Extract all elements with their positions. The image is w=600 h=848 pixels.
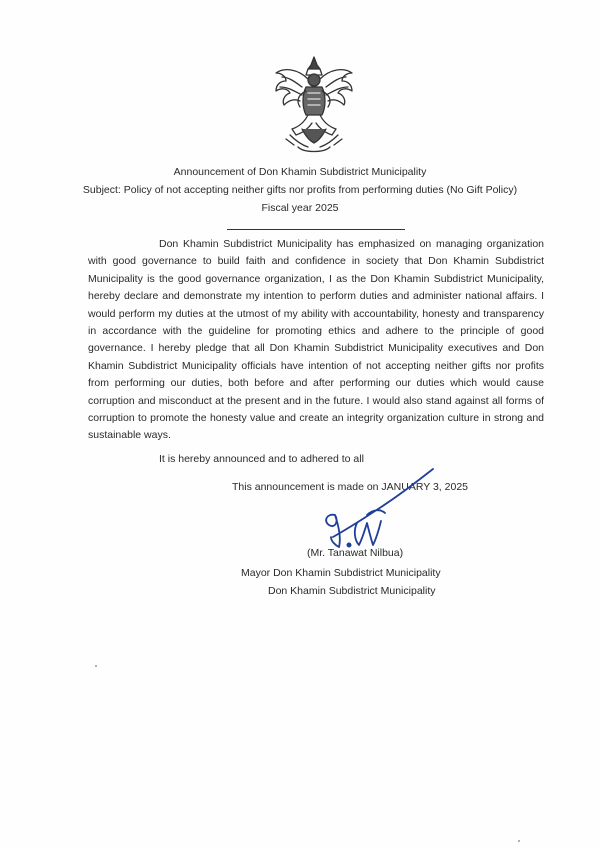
date-line: This announcement is made on JANUARY 3, 2025 [232, 481, 468, 493]
fiscal-year: Fiscal year 2025 [261, 202, 339, 214]
handwritten-signature [305, 465, 445, 555]
scan-speck [518, 840, 520, 842]
signatory-name: (Mr. Tanawat Nilbua) [307, 547, 404, 559]
announcement-title: Announcement of Don Khamin Subdistrict Municipality [173, 166, 427, 178]
garuda-emblem-icon [272, 55, 356, 155]
scan-speck [95, 665, 97, 667]
closing-statement: It is hereby announced and to adhered to all [159, 453, 364, 465]
signatory-organization: Don Khamin Subdistrict Municipality [268, 585, 436, 597]
body-paragraph: Don Khamin Subdistrict Municipality has emphasized on managing organization with good governance to build faith and confidence in society that Don Khamin Subdistrict Municipality is the good governance organization, I as the Don Khamin Subdistrict Municipality, hereby declare and demonstrate my intention to perform duties and administer national affairs. I would perform my duties at the utmost of my ability with accountability, honesty and transparency in accordance with the guideline for promoting ethics and adhere to the principle of good governance. I hereby pledge that all Don Khamin Subdistrict Municipality executives and Don Khamin Subdistrict Municipality officials have intention of not accepting neither gifts nor profits from performing our duties, both before and after performing our duties which would cause corruption and misconduct at the present and in the future. I would also stand against all forms of corruption to promote the honesty value and create an integrity organization culture in strong and sustainable ways. [88, 238, 544, 442]
title-divider [227, 229, 405, 230]
signatory-title: Mayor Don Khamin Subdistrict Municipality [241, 567, 441, 579]
announcement-subject: Subject: Policy of not accepting neither gifts nor profits from performing duties (No Gift Policy) [82, 184, 518, 196]
